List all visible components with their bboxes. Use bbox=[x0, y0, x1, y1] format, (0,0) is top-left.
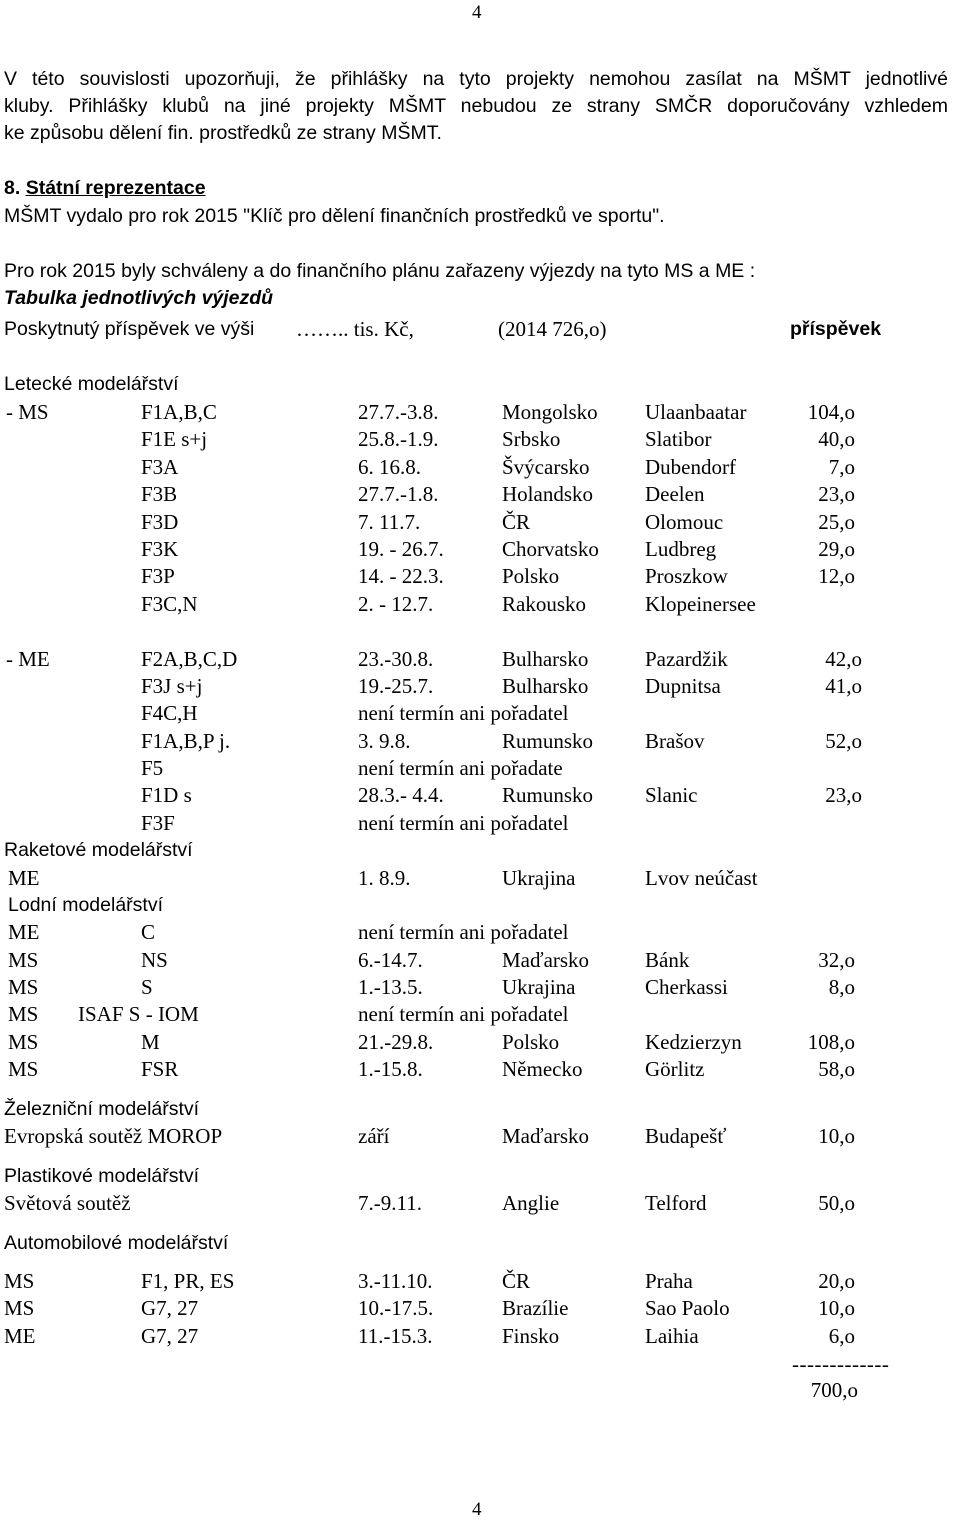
category-letecke: Letecké modelářství bbox=[4, 373, 179, 395]
row-class: ISAF S - IOM bbox=[78, 1002, 199, 1026]
row-country: Chorvatsko bbox=[502, 537, 599, 561]
row-class: F1, PR, ES bbox=[141, 1269, 235, 1293]
row-country: Bulharsko bbox=[502, 674, 589, 698]
row-city: Pazardžik bbox=[645, 647, 728, 671]
row-city: Görlitz bbox=[645, 1057, 705, 1081]
row-class: F5 bbox=[141, 756, 164, 780]
row-country: Rumunsko bbox=[502, 729, 594, 753]
row-amount: 40,o bbox=[818, 427, 855, 451]
row-date: 28.3.- 4.4. bbox=[358, 783, 444, 807]
row-city: Telford bbox=[645, 1191, 707, 1215]
table-row bbox=[0, 1123, 960, 1150]
table-row bbox=[0, 1268, 960, 1295]
table-row bbox=[0, 399, 960, 426]
row-type: ME bbox=[8, 866, 40, 890]
row-class: F1E s+j bbox=[141, 427, 208, 451]
contribution-dots: …….. tis. Kč, bbox=[296, 317, 414, 341]
row-city: Slatibor bbox=[645, 427, 712, 451]
row-date: 6.-14.7. bbox=[358, 948, 423, 972]
row-city: Kedzierzyn bbox=[645, 1030, 742, 1054]
row-date: 7. 11.7. bbox=[358, 510, 421, 534]
row-class: F3D bbox=[141, 510, 179, 534]
row-date: 10.-17.5. bbox=[358, 1296, 434, 1320]
category-plastikove: Plastikové modelářství bbox=[4, 1165, 200, 1187]
row-class: F3B bbox=[141, 482, 178, 506]
row-country: ČR bbox=[502, 510, 531, 534]
row-type: Světová soutěž bbox=[4, 1191, 131, 1215]
table-row bbox=[0, 947, 960, 974]
total-amount: 700,o bbox=[810, 1378, 858, 1402]
row-country: Mongolsko bbox=[502, 400, 598, 424]
row-city: Lvov neúčast bbox=[645, 866, 758, 890]
row-country: Ukrajina bbox=[502, 866, 576, 890]
row-city: Klopeinersee bbox=[645, 592, 756, 616]
page-number-bottom: 4 bbox=[472, 1499, 482, 1520]
row-type: MS bbox=[8, 1002, 39, 1026]
row-date: 27.7.-1.8. bbox=[358, 482, 439, 506]
row-amount: 25,o bbox=[818, 510, 855, 534]
table-row bbox=[0, 1056, 960, 1083]
row-amount: 7,o bbox=[828, 455, 855, 479]
row-country: Brazílie bbox=[502, 1296, 569, 1320]
row-amount: 23,o bbox=[818, 482, 855, 506]
row-country: Anglie bbox=[502, 1191, 560, 1215]
category-lodni: Lodní modelářství bbox=[8, 894, 164, 916]
table-row bbox=[0, 755, 960, 782]
row-class: FSR bbox=[141, 1057, 179, 1081]
category-zeleznicni: Železniční modelářství bbox=[4, 1098, 200, 1120]
row-city: Ulaanbaatar bbox=[645, 400, 747, 424]
intro-line-2: kluby. Přihlášky klubů na jiné projekty MŠMT nebudou ze strany SMČR doporučovány vzhledem bbox=[4, 95, 948, 117]
table-row bbox=[0, 646, 960, 673]
section-heading-text: Státní reprezentace bbox=[25, 177, 206, 199]
table-row bbox=[0, 1029, 960, 1056]
row-country: Finsko bbox=[502, 1324, 560, 1348]
row-city: Slanic bbox=[645, 783, 698, 807]
table-row bbox=[0, 919, 960, 946]
row-city: Praha bbox=[645, 1269, 693, 1293]
row-amount: 12,o bbox=[818, 564, 855, 588]
row-type: Evropská soutěž MOROP bbox=[4, 1124, 223, 1148]
table-row bbox=[0, 563, 960, 590]
category-automobilove: Automobilové modelářství bbox=[4, 1232, 229, 1254]
row-amount: 52,o bbox=[825, 729, 862, 753]
row-type: - MS bbox=[6, 400, 49, 424]
row-country: Holandsko bbox=[502, 482, 593, 506]
row-type: ME bbox=[4, 1324, 36, 1348]
row-date: 2. - 12.7. bbox=[358, 592, 434, 616]
table-row bbox=[0, 1190, 960, 1217]
row-country: Ukrajina bbox=[502, 975, 576, 999]
row-type: MS bbox=[8, 1030, 39, 1054]
row-date: není termín ani pořadate bbox=[358, 756, 563, 780]
row-date: 19. - 26.7. bbox=[358, 537, 444, 561]
row-amount: 23,o bbox=[825, 783, 862, 807]
row-class: F3A bbox=[141, 455, 179, 479]
row-city: Olomouc bbox=[645, 510, 724, 534]
row-country: Polsko bbox=[502, 564, 560, 588]
row-amount: 104,o bbox=[807, 400, 855, 424]
row-city: Deelen bbox=[645, 482, 705, 506]
row-class: F3C,N bbox=[141, 592, 198, 616]
row-country: Rumunsko bbox=[502, 783, 594, 807]
row-type: MS bbox=[8, 1057, 39, 1081]
table-row bbox=[0, 454, 960, 481]
page-number-top: 4 bbox=[472, 2, 482, 23]
row-date: září bbox=[358, 1124, 390, 1148]
row-amount: 6,o bbox=[828, 1324, 855, 1348]
row-class: G7, 27 bbox=[141, 1324, 199, 1348]
table-row bbox=[0, 536, 960, 563]
row-city: Laihia bbox=[645, 1324, 699, 1348]
table-row bbox=[0, 700, 960, 727]
row-amount: 20,o bbox=[818, 1269, 855, 1293]
row-city: Ludbreg bbox=[645, 537, 717, 561]
row-amount: 50,o bbox=[818, 1191, 855, 1215]
row-amount: 41,o bbox=[825, 674, 862, 698]
table-row bbox=[0, 426, 960, 453]
row-type: MS bbox=[4, 1269, 35, 1293]
row-country: Bulharsko bbox=[502, 647, 589, 671]
table-row bbox=[0, 782, 960, 809]
row-city: Dubendorf bbox=[645, 455, 736, 479]
intro-line-1: V této souvislosti upozorňuji, že přihlášky na tyto projekty nemohou zasílat na MŠMT jednotlivé bbox=[4, 68, 948, 90]
row-date: není termín ani pořadatel bbox=[358, 811, 569, 835]
contribution-label: příspěvek bbox=[790, 318, 882, 340]
table-row bbox=[0, 1323, 960, 1350]
row-date: není termín ani pořadatel bbox=[358, 1002, 569, 1026]
row-city: Budapešť bbox=[645, 1124, 727, 1148]
row-class: C bbox=[141, 920, 156, 944]
row-date: 23.-30.8. bbox=[358, 647, 434, 671]
row-date: není termín ani pořadatel bbox=[358, 920, 569, 944]
row-date: 7.-9.11. bbox=[358, 1191, 422, 1215]
row-amount: 10,o bbox=[818, 1296, 855, 1320]
row-city: Cherkassi bbox=[645, 975, 728, 999]
row-amount: 10,o bbox=[818, 1124, 855, 1148]
row-class: G7, 27 bbox=[141, 1296, 199, 1320]
row-class: F2A,B,C,D bbox=[141, 647, 238, 671]
total-separator: ------------- bbox=[792, 1352, 890, 1376]
row-city: Proszkow bbox=[645, 564, 728, 588]
row-date: není termín ani pořadatel bbox=[358, 701, 569, 725]
table-row bbox=[0, 1001, 960, 1028]
row-city: Dupnitsa bbox=[645, 674, 721, 698]
row-class: S bbox=[141, 975, 153, 999]
row-class: F3F bbox=[141, 811, 175, 835]
row-class: F3J s+j bbox=[141, 674, 203, 698]
table-row bbox=[0, 1295, 960, 1322]
row-class: F3P bbox=[141, 564, 175, 588]
row-type: MS bbox=[8, 948, 39, 972]
row-type: MS bbox=[8, 975, 39, 999]
row-date: 1. 8.9. bbox=[358, 866, 411, 890]
table-title: Tabulka jednotlivých výjezdů bbox=[4, 287, 274, 309]
row-type: MS bbox=[4, 1296, 35, 1320]
row-type: ME bbox=[8, 920, 40, 944]
row-class: M bbox=[141, 1030, 160, 1054]
row-country: Švýcarsko bbox=[502, 455, 590, 479]
section-line-2: Pro rok 2015 byly schváleny a do finančního plánu zařazeny výjezdy na tyto MS a ME : bbox=[4, 260, 756, 282]
row-amount: 108,o bbox=[807, 1030, 855, 1054]
row-date: 6. 16.8. bbox=[358, 455, 421, 479]
row-type: - ME bbox=[6, 647, 50, 671]
row-date: 19.-25.7. bbox=[358, 674, 434, 698]
row-date: 1.-13.5. bbox=[358, 975, 423, 999]
table-row bbox=[0, 591, 960, 618]
row-date: 3.-11.10. bbox=[358, 1269, 433, 1293]
row-date: 3. 9.8. bbox=[358, 729, 411, 753]
section-heading bbox=[4, 175, 948, 201]
table-row bbox=[0, 865, 960, 892]
section-heading-number: 8. bbox=[4, 177, 21, 199]
table-row bbox=[0, 673, 960, 700]
row-date: 21.-29.8. bbox=[358, 1030, 434, 1054]
table-row bbox=[0, 481, 960, 508]
row-date: 11.-15.3. bbox=[358, 1324, 433, 1348]
row-class: F1A,B,C bbox=[141, 400, 217, 424]
row-class: F4C,H bbox=[141, 701, 198, 725]
row-city: Bánk bbox=[645, 948, 690, 972]
table-row bbox=[0, 509, 960, 536]
row-country: ČR bbox=[502, 1269, 531, 1293]
row-amount: 32,o bbox=[818, 948, 855, 972]
row-country: Srbsko bbox=[502, 427, 561, 451]
table-row bbox=[0, 810, 960, 837]
row-class: F1A,B,P j. bbox=[141, 729, 231, 753]
row-date: 25.8.-1.9. bbox=[358, 427, 439, 451]
row-date: 27.7.-3.8. bbox=[358, 400, 439, 424]
section-line-1: MŠMT vydalo pro rok 2015 "Klíč pro dělení finančních prostředků ve sportu". bbox=[4, 205, 665, 227]
row-amount: 42,o bbox=[825, 647, 862, 671]
row-class: F1D s bbox=[141, 783, 192, 807]
row-city: Brašov bbox=[645, 729, 705, 753]
row-country: Maďarsko bbox=[502, 1124, 590, 1148]
table-row bbox=[0, 974, 960, 1001]
contribution-previous: (2014 726,o) bbox=[498, 317, 607, 341]
row-class: NS bbox=[141, 948, 168, 972]
row-date: 14. - 22.3. bbox=[358, 564, 444, 588]
category-raketove: Raketové modelářství bbox=[4, 839, 193, 861]
row-class: F3K bbox=[141, 537, 179, 561]
table-row bbox=[0, 728, 960, 755]
row-country: Polsko bbox=[502, 1030, 560, 1054]
row-country: Rakousko bbox=[502, 592, 586, 616]
intro-line-3: ke způsobu dělení fin. prostředků ze strany MŠMT. bbox=[4, 122, 442, 144]
row-date: 1.-15.8. bbox=[358, 1057, 423, 1081]
row-city: Sao Paolo bbox=[645, 1296, 730, 1320]
contribution-line bbox=[0, 316, 960, 343]
row-amount: 8,o bbox=[828, 975, 855, 999]
row-country: Maďarsko bbox=[502, 948, 590, 972]
row-amount: 58,o bbox=[818, 1057, 855, 1081]
row-country: Německo bbox=[502, 1057, 583, 1081]
contribution-prefix: Poskytnutý příspěvek ve výši bbox=[4, 318, 255, 340]
row-amount: 29,o bbox=[818, 537, 855, 561]
